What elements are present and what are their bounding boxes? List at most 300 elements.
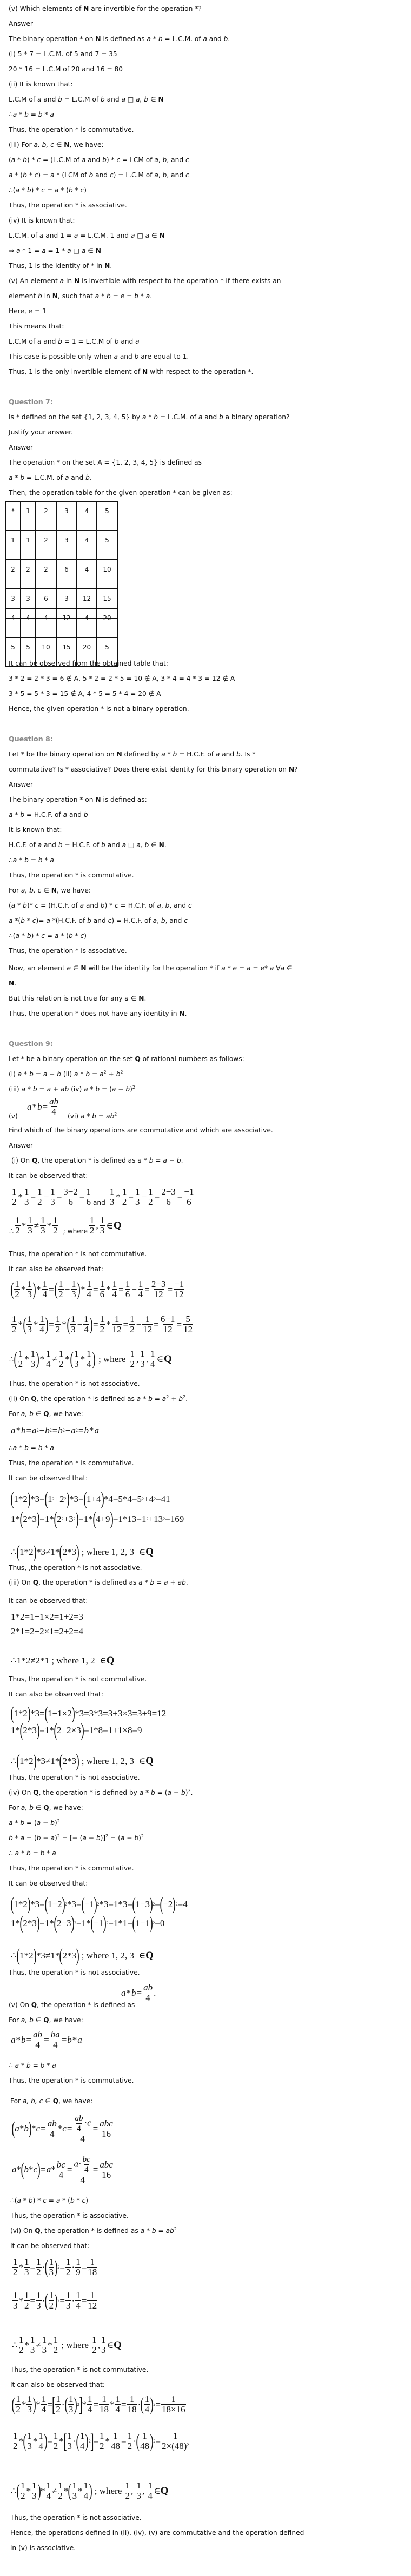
table-cell: 4 (5, 608, 21, 638)
math-iii-assoc-conclusion: ∴ ( 1*2 ) *3≠1* ( 2*3 ) ; where 1, 2, 3 ∈ Q (11, 1751, 154, 1771)
text-run: b (23, 171, 27, 179)
text-run: a (46, 917, 50, 924)
text-run: a (135, 338, 140, 345)
text-run: * (LCM of (54, 171, 89, 179)
text-run: b (178, 1395, 183, 1403)
text-run: a (161, 750, 165, 758)
text-run: ∈ (284, 964, 293, 972)
text-run: = (44, 932, 55, 940)
text-run: * (72, 186, 81, 194)
text-run: = L.C.M. of (158, 413, 198, 421)
table-cell: 4 (77, 531, 97, 560)
text-run: a (52, 2062, 56, 2069)
text-run: a (95, 292, 100, 300)
text-run: □ (125, 96, 136, 103)
text-line (10, 2226, 177, 2235)
text-run: (v) (9, 1112, 18, 1120)
text-run: a (120, 1834, 125, 1842)
text-run: 3 * 2 = 2 * 3 = 6 ∉ A, 5 * 2 = 2 * 5 = 10 ∉ A, 3 * 4 = 4 * 3 = 12 ∉ A (9, 675, 235, 682)
text-run: For (9, 1410, 21, 1418)
question-heading (9, 398, 53, 406)
text-run: N (116, 750, 122, 758)
text-run: element (9, 292, 38, 300)
text-run: b (89, 171, 94, 179)
text-run: , the operation * is defined as (36, 1395, 137, 1403)
text-line (10, 2528, 304, 2537)
text-run: − (86, 1834, 96, 1842)
text-run: * ( (12, 171, 23, 179)
text-run: c (109, 171, 114, 179)
text-run: a (50, 1834, 55, 1842)
text-run: ∴ (9, 1849, 15, 1857)
text-line (9, 1968, 140, 1977)
text-run: and (207, 35, 224, 43)
math-ii-comm: a * b = a 2 + b 2 = b 2 + a 2 = b * a (11, 1425, 99, 1435)
text-run: and (220, 750, 237, 758)
text-run: = 1 * (45, 247, 68, 254)
table-cell: 12 (56, 608, 77, 638)
question-heading (9, 1039, 53, 1048)
text-run: Q (31, 1395, 37, 1403)
text-run: a (247, 964, 251, 972)
text-run: Q (31, 1157, 38, 1164)
text-line (9, 1864, 134, 1873)
text-line (9, 1773, 140, 1782)
text-line (9, 994, 146, 1003)
text-run: b (21, 917, 25, 924)
text-line (9, 826, 62, 834)
text-run: ) * (32, 2197, 43, 2204)
text-run: For (9, 1804, 21, 1812)
text-line (9, 1849, 56, 1857)
text-run: in (64, 277, 74, 285)
text-run: c (184, 917, 188, 924)
text-run: defined by (122, 750, 162, 758)
text-run: = ( (24, 1819, 37, 1827)
text-line (9, 125, 134, 134)
text-run: a binary operation? (223, 413, 290, 421)
text-line (9, 1055, 244, 1063)
text-run: Is * defined on the set {1, 2, 3, 4, 5} by (9, 413, 142, 421)
text-run: N (158, 96, 164, 103)
text-run: and (117, 353, 135, 360)
text-run: c (80, 186, 84, 194)
text-run: a (122, 841, 127, 849)
math-vi-comm-1: $\frac{1}{2}$ * $\frac{1}{3}$ = $\frac{1}{2}$ · ( $\frac{1}{3}$ ) 2 = $\frac{1}{2}$ · $\frac{1}{9}$ = $\frac{1}{18}$ (13, 2257, 97, 2277)
text-line (9, 110, 54, 119)
text-run: ∈ (43, 2097, 53, 2105)
text-run: a (81, 247, 86, 254)
text-line (9, 65, 123, 73)
math-i-assoc-conclusion: ∴ ( $\frac{1}{2}$ * $\frac{1}{3}$ ) * $\frac{1}{4}$ ≠ $\frac{1}{2}$ * ( $\frac{1}{3}$ * $\frac{1}{4}$ ) ; where $\frac{1}{2}$ , $\frac{1}{3}$ , $\frac{1}{4}$ ∈ Q (9, 1349, 172, 1369)
text-run: a (11, 902, 16, 909)
text-run: Thus, the operation * is not associative. (9, 1774, 140, 1781)
text-line (10, 2196, 88, 2205)
text-run: a (81, 156, 86, 164)
table-cell: 4 (21, 608, 36, 638)
text-run: . (164, 841, 167, 849)
math-ii-assoc-1: ( 1*2 ) *3= ( 1 2 +2 2 ) *3= ( 1+4 ) *4=5*4=5 2 +4 2 =41 (10, 1489, 170, 1509)
text-run: of rational numbers as follows: (140, 1055, 244, 1063)
text-line (9, 1834, 144, 1842)
text-run: )* (26, 902, 35, 909)
text-run: a, b (136, 841, 149, 849)
text-run: a (12, 856, 17, 864)
math-iii-comm-conclusion: ∴1*2≠2*1 ; where 1, 2 ∈ Q (11, 1655, 115, 1666)
text-run: b (114, 338, 119, 345)
text-run: b (38, 111, 43, 118)
text-run: Thus, the operation * is commutative. (9, 1864, 134, 1872)
text-run: 2 (114, 1112, 117, 1117)
text-run: Thus, the operation * is commutative. (9, 2077, 134, 2084)
text-run: Q (35, 2227, 41, 2235)
text-run: b (181, 1789, 185, 1796)
text-line (9, 367, 253, 376)
text-run: a (9, 917, 13, 924)
text-run: It can be observed that: (10, 2242, 90, 2250)
text-run: − (116, 1085, 126, 1093)
text-run: a (74, 1070, 78, 1078)
table-cell: 1 (21, 531, 36, 560)
text-line (9, 50, 117, 58)
text-run: a (79, 902, 84, 909)
text-run: b (24, 1444, 29, 1452)
text-run: , we have: (49, 1410, 83, 1418)
text-run: . (228, 35, 230, 43)
text-run: and (105, 841, 122, 849)
text-run: * (150, 35, 158, 43)
operation-table-top (5, 501, 118, 619)
text-line (9, 186, 87, 194)
text-run: a (64, 474, 69, 481)
text-run: * (19, 186, 27, 194)
text-run: * (12, 1819, 21, 1827)
table-cell: 5 (97, 531, 117, 560)
text-run: a (203, 35, 207, 43)
text-run: = (153, 1157, 163, 1164)
text-run: Thus, 1 is the only invertible element of (9, 368, 142, 375)
text-run: 2 (166, 1394, 169, 1399)
text-run: Thus, the operation * is commutative. (9, 126, 134, 133)
text-run: , we have: (49, 1804, 83, 1812)
text-run: , the operation * is defined as (40, 2227, 141, 2235)
text-run: , and (169, 902, 188, 909)
text-line (9, 705, 189, 713)
text-run: This case is possible only when (9, 353, 114, 360)
text-run: = (28, 111, 38, 118)
text-run: = e* (250, 964, 270, 972)
text-run: a (50, 171, 55, 179)
text-run: (v) On (9, 2001, 31, 2009)
text-run: a (50, 856, 54, 864)
text-run: ) * (31, 186, 42, 194)
text-run: c (32, 917, 36, 924)
table-cell: 4 (36, 608, 56, 638)
text-run: = (28, 1444, 38, 1452)
text-run: − (41, 1834, 51, 1842)
text-line (9, 750, 255, 759)
text-run: b (20, 811, 25, 819)
table-cell: 3 (21, 589, 36, 618)
table-row (5, 560, 117, 589)
text-run: = L.C.M. of (24, 474, 65, 481)
text-run: ∈ (54, 141, 64, 149)
text-run: + (168, 1579, 178, 1586)
text-run: It can be observed that: (9, 1597, 88, 1605)
text-run: 2 (103, 1070, 107, 1075)
text-run: a (56, 2197, 61, 2204)
text-run: ) (84, 932, 87, 940)
text-run: ( (9, 902, 11, 909)
text-run: b (102, 156, 107, 164)
text-run: a (164, 1579, 168, 1586)
table-cell: 1 (21, 501, 36, 531)
text-run: c (115, 902, 118, 909)
text-run: a (59, 277, 64, 285)
text-run: b (116, 1070, 121, 1078)
text-run: N (74, 277, 80, 285)
text-run: For (10, 2097, 23, 2105)
text-run: b (134, 1834, 139, 1842)
text-run: , we have: (49, 2016, 83, 2024)
text-run: = H.C.F. of (118, 902, 157, 909)
text-run: a (15, 2062, 19, 2069)
text-run: a (153, 917, 157, 924)
text-run: b (24, 111, 29, 118)
math-iii-assoc-2: 1* ( 2*3 ) =1* ( 2+2×3 ) =1*8=1+1×8=9 (11, 1720, 142, 1740)
text-line (9, 1788, 193, 1797)
text-run: (i) (9, 1070, 18, 1078)
text-line (9, 765, 298, 774)
text-run: b (101, 841, 105, 849)
math-q9-def-v: a * b = $\frac{ab}{4}$ (27, 1096, 59, 1117)
text-line (9, 931, 87, 940)
table-cell: 3 (56, 501, 77, 531)
text-run: 2 (174, 2226, 177, 2231)
text-run: * (24, 917, 32, 924)
text-run: b (85, 1070, 90, 1078)
text-run: , (161, 902, 165, 909)
text-line (9, 1879, 88, 1888)
text-line (9, 246, 101, 255)
text-line (9, 916, 188, 925)
text-run: = (H.C.F. of (38, 902, 80, 909)
text-run: . (110, 262, 112, 270)
text-line (9, 1250, 147, 1258)
text-run: , the operation * is defined as (37, 1157, 138, 1164)
text-run: b (134, 353, 139, 360)
text-run: * (19, 1849, 26, 1857)
text-line (9, 1803, 83, 1812)
text-run: a (9, 171, 13, 179)
text-run: = (90, 1070, 100, 1078)
text-run: (i) On (11, 1157, 32, 1164)
text-run: b (101, 96, 105, 103)
text-run: a (154, 171, 158, 179)
text-run: a (84, 1085, 88, 1093)
text-line (10, 2097, 92, 2105)
table-cell: 5 (5, 638, 21, 667)
text-run: a (9, 1819, 13, 1827)
text-run: ∴ (9, 1444, 13, 1452)
text-run: a (50, 111, 54, 118)
text-line (10, 2513, 142, 2522)
text-run: , (158, 156, 163, 164)
text-run: + (106, 1070, 116, 1078)
text-run: and (91, 917, 108, 924)
text-run: b (20, 474, 25, 481)
text-run: b (236, 750, 241, 758)
text-run: N (51, 887, 57, 894)
text-run: N (159, 232, 165, 239)
text-run: − (41, 1819, 51, 1827)
text-run: = ( (100, 1085, 112, 1093)
text-line (9, 1070, 123, 1078)
text-line (9, 1474, 88, 1482)
text-line (9, 964, 293, 972)
table-cell: 15 (56, 638, 77, 667)
text-run: Hence, the given operation * is not a binary operation. (9, 705, 189, 713)
text-run: * (26, 171, 35, 179)
text-run: * (22, 1070, 30, 1078)
text-run: ) * (26, 156, 37, 164)
text-run: b (70, 2197, 75, 2204)
text-run: c (35, 902, 39, 909)
text-run: It can also be observed that: (10, 2381, 105, 2389)
text-run: It can also be observed that: (9, 1691, 103, 1698)
text-run: . (89, 474, 92, 481)
text-run: ∈ (128, 995, 139, 1002)
math-vi-assoc-2: $\frac{1}{2}$ * ( $\frac{1}{3}$ * $\frac{1}{4}$ ) = $\frac{1}{2}$ * [ $\frac{1}{3}$ · ( $\frac{1}{4}$ ) 2 ] = $\frac{1}{2}$ * $\frac{1}{48}$ = $\frac{1}{2}$ · ( $\frac{1}{48}$ ) 2 = $\frac{1}{2\times(48)^2}$ (13, 2430, 189, 2453)
text-run: N (288, 766, 295, 773)
math-vi-comm-2: $\frac{1}{3}$ * $\frac{1}{2}$ = $\frac{1}{3}$ · ( $\frac{1}{2}$ ) 2 = $\frac{1}{3}$ · $\frac{1}{4}$ = $\frac{1}{12}$ (13, 2290, 97, 2311)
text-run: b (223, 35, 228, 43)
text-run: b (38, 292, 42, 300)
text-line (9, 886, 91, 895)
text-run: ) (85, 2197, 88, 2204)
text-run: It can be observed from the obtained table that: (9, 660, 168, 667)
text-run: Thus, ,the operation * is not associative. (9, 1564, 142, 1572)
text-run: b (28, 2197, 33, 2204)
text-line (10, 2380, 105, 2389)
table-cell: 3 (56, 589, 77, 618)
text-run: Thus, 1 is the identity of * in (9, 262, 105, 270)
text-run: is invertible with respect to the operation * if there exists an (79, 277, 281, 285)
text-run: * (88, 1085, 96, 1093)
table-row (5, 531, 117, 560)
text-run: 2 (105, 1834, 109, 1839)
text-run: N (95, 247, 101, 254)
text-run: Q (43, 1804, 49, 1812)
text-run: a (111, 1085, 116, 1093)
text-run: b (26, 932, 31, 940)
text-run: * (84, 1112, 92, 1120)
text-run: * (17, 1444, 25, 1452)
text-line (9, 1410, 83, 1418)
text-run: N (52, 292, 58, 300)
text-run: = (156, 2227, 166, 2235)
text-run: a (50, 1444, 54, 1452)
text-run: Q (52, 2097, 59, 2105)
table-cell: 10 (97, 560, 117, 589)
text-run: 3 * 5 = 5 * 3 = 15 ∉ A, 4 * 5 = 5 * 4 = 20 ∉ A (9, 690, 161, 697)
text-run: a (145, 292, 150, 300)
text-run: This means that: (9, 323, 64, 330)
text-run: b (161, 917, 165, 924)
text-line (9, 780, 33, 789)
text-run: and (93, 171, 110, 179)
text-run: a (147, 35, 151, 43)
text-run: Now, an element (9, 964, 67, 972)
text-run: L.C.M. of (9, 232, 39, 239)
text-run: and (41, 338, 58, 345)
text-run: b (162, 156, 167, 164)
text-run: a (9, 811, 13, 819)
text-run: N (81, 964, 87, 972)
text-run: and (67, 811, 84, 819)
table-cell: 2 (36, 501, 56, 531)
text-run: a, b (21, 2016, 34, 2024)
text-run: e (67, 964, 71, 972)
text-run: b (68, 186, 73, 194)
text-run: * (143, 1789, 151, 1796)
text-run: b (24, 856, 29, 864)
text-run: a, b, c (21, 887, 42, 894)
text-run: * (78, 1070, 86, 1078)
text-run: = (152, 1395, 162, 1403)
text-line (9, 95, 164, 104)
text-line (10, 2365, 148, 2374)
text-line (9, 231, 165, 240)
text-run: a (280, 964, 285, 972)
text-run: , and (165, 917, 184, 924)
text-run: Q (43, 2016, 49, 2024)
math-ii-assoc-2: 1* ( 2*3 ) =1* ( 2 2 +3 2 ) =1* ( 4+9 ) =1*13=1 2 +13 2 =169 (11, 1509, 184, 1529)
text-run: b (40, 1849, 45, 1857)
text-line (9, 1265, 103, 1273)
text-run: b (38, 856, 43, 864)
text-run: a (121, 96, 125, 103)
text-line (9, 1394, 188, 1403)
text-run: N (158, 841, 164, 849)
text-run: □ (126, 841, 137, 849)
text-line (9, 140, 104, 149)
text-run: ∈ (33, 2016, 44, 2024)
text-run: a (17, 1070, 22, 1078)
text-run: a (137, 1157, 142, 1164)
text-run: Answer (9, 444, 33, 451)
text-run: a (39, 232, 44, 239)
text-run: e (120, 292, 125, 300)
text-run: c (41, 932, 45, 940)
text-run: = L.C.M. of (162, 35, 203, 43)
text-line (9, 841, 167, 849)
text-line (9, 337, 140, 346)
math-iii-comm-1: 1*2=1+1×2=1+2=3 (11, 1612, 84, 1622)
text-run: a (47, 1085, 51, 1093)
table-cell: 15 (97, 589, 117, 618)
text-run: * (146, 413, 154, 421)
text-run: Thus, the operation * is not commutative. (9, 1675, 147, 1683)
math-iv-assoc-conclusion: ∴ ( 1*2 ) *3≠1* ( 2*3 ) ; where 1, 2, 3 ∈ Q (11, 1946, 154, 1965)
text-run: = (28, 856, 38, 864)
math-iv-assoc-1: ( 1*2 ) *3= ( 1−2 ) 2 *3= ( −1 ) 2 *3=1*3= ( 1−3 ) 2 = ( −2 ) 2 =4 (10, 1894, 188, 1914)
text-run: a (54, 186, 59, 194)
text-run: a, b (136, 96, 149, 103)
text-line (9, 443, 33, 452)
table-cell: 12 (77, 589, 97, 618)
text-line (9, 1379, 140, 1388)
